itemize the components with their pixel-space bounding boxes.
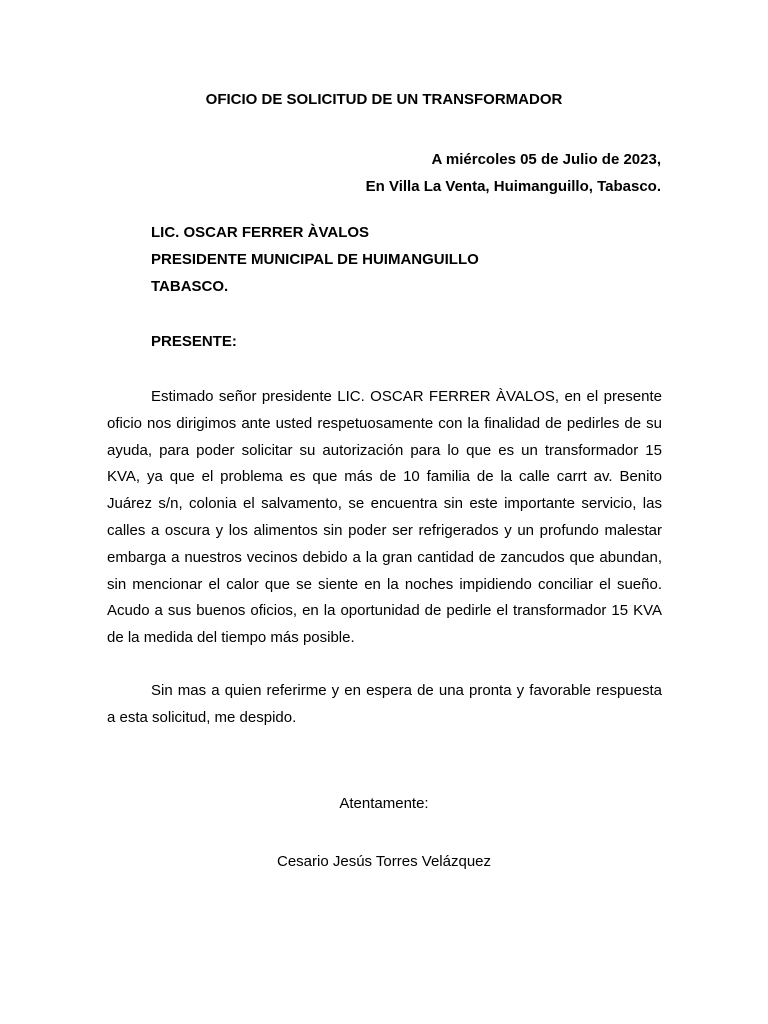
addressee-name: LIC. OSCAR FERRER ÀVALOS bbox=[151, 224, 370, 241]
addressee-state: TABASCO. bbox=[151, 278, 229, 295]
addressee-block bbox=[151, 219, 479, 300]
signature-name: Cesario Jesús Torres Velázquez bbox=[277, 853, 491, 870]
closing-text: Atentamente: bbox=[339, 795, 429, 812]
addressee-position: PRESIDENTE MUNICIPAL DE HUIMANGUILLO bbox=[151, 251, 479, 268]
place-line: En Villa La Venta, Huimanguillo, Tabasco. bbox=[365, 178, 661, 195]
date-line: A miércoles 05 de Julio de 2023, bbox=[431, 151, 661, 168]
date-place-block bbox=[366, 146, 661, 200]
salutation: PRESENTE: bbox=[151, 333, 237, 350]
document-title: OFICIO DE SOLICITUD DE UN TRANSFORMADOR bbox=[205, 91, 563, 108]
body-paragraph-farewell: Sin mas a quien referirme y en espera de una pronta y favorable respuesta a esta solicitud, me despido. bbox=[107, 682, 662, 726]
body-paragraph-request: Estimado señor presidente LIC. OSCAR FERRER ÀVALOS, en el presente oficio nos dirigimos ante usted respetuosamente con la finalidad de pedirles de su ayuda, para poder solicitar su autorización para lo que es un transformador 15 KVA, ya que el problema es que más de 10 familia de la calle carrt av. Benito Juárez s/n, colonia el salvamento, se encuentra sin este importante servicio, las calles a oscura y los alimentos sin poder ser refrigerados y un profundo malestar embarga a nuestros vecinos debido a la gran cantidad de zancudos que abundan, sin mencionar el calor que se siente en la noches impidiendo conciliar el sueño. Acudo a sus buenos oficios, en la oportunidad de pedirle el transformador 15 KVA de la medida del tiempo más posible. bbox=[107, 388, 662, 647]
